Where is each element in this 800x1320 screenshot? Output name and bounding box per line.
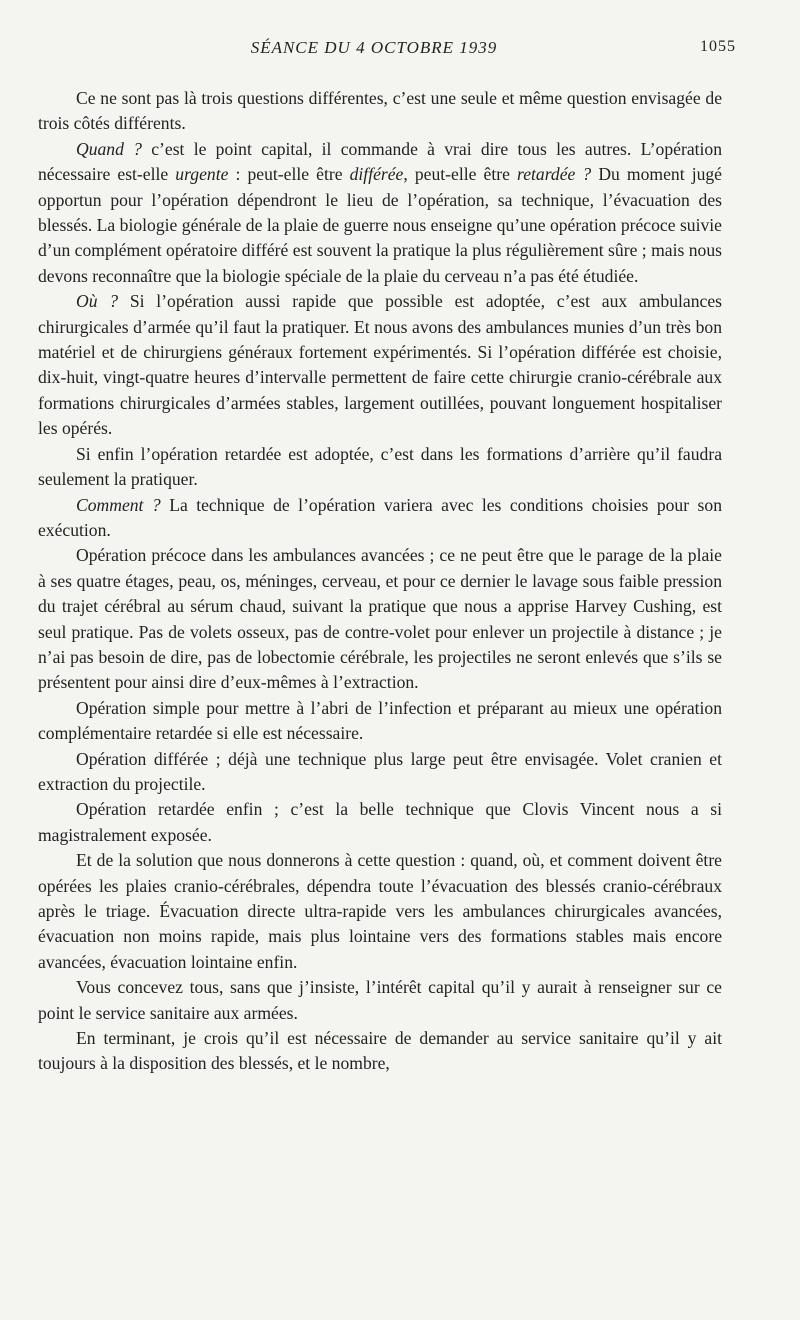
- text-run: Opération retardée enfin ; c’est la belle technique que Clovis Vincent nous a si magistralement exposée.: [38, 799, 722, 845]
- text-run: , peut-elle être: [403, 164, 518, 185]
- paragraph: [38, 975, 722, 1026]
- page-number: 1055: [700, 38, 736, 55]
- italic-text: urgente: [175, 164, 229, 185]
- text-run: Si enfin l’opération retardée est adoptée, c’est dans les formations d’arrière qu’il faudra seulement la pratiquer.: [38, 443, 722, 490]
- italic-text: différée: [349, 164, 404, 185]
- italic-text: Quand ?: [76, 138, 142, 159]
- body-text: [38, 86, 722, 1077]
- paragraph: [38, 442, 722, 493]
- italic-text: Où ?: [76, 291, 119, 312]
- paragraph: [38, 747, 722, 798]
- paragraph: [38, 493, 722, 544]
- paragraph: [38, 797, 722, 848]
- text-run: La technique de l’opération variera avec les conditions choisies pour son exécution.: [38, 494, 722, 540]
- paragraph: [38, 1026, 722, 1077]
- paragraph: [38, 696, 722, 747]
- text-run: Opération précoce dans les ambulances avancées ; ce ne peut être que le parage de la plaie à ses quatre étages, peau, os, méninges, cerveau, et pour ce dernier le lavage sous faible pression du trajet cérébral au sérum chaud, suivant la pratique que nous a apprise Harvey Cushing, est seul pratique. Pas de volets osseux, pas de contre-volet pour enlever un projectile à distance ; je n’ai pas besoin de dire, pas de lobectomie cérébrale, les projectiles ne seront enlevés que s’ils se présentent pour ainsi dire d’eux-mêmes à l’extraction.: [38, 545, 722, 693]
- text-run: c’est le point capital, il commande à vrai dire tous les autres. L’opération nécessaire est-elle: [38, 138, 723, 185]
- paragraph: [38, 289, 722, 441]
- paragraph: [38, 86, 722, 137]
- italic-text: retardée ?: [517, 164, 592, 185]
- paragraph: [38, 137, 722, 289]
- paragraph: [38, 848, 722, 975]
- page-header: [38, 38, 736, 68]
- text-run: Opération simple pour mettre à l’abri de l’infection et préparant au mieux une opération complémentaire retardée si elle est nécessaire.: [38, 697, 722, 744]
- text-run: : peut-elle être: [228, 164, 350, 185]
- text-run: Et de la solution que nous donnerons à cette question : quand, où, et comment doivent être opérées les plaies cranio-cérébrales, dépendra toute l’évacuation des blessés cranio-cérébraux après le triage. Évacuation directe ultra-rapide vers les ambulances chirurgicales avancées, évacuation non moins rapide, mais plus lointaine vers des formations stables mais encore avancées, évacuation lointaine enfin.: [38, 850, 722, 972]
- italic-text: Comment ?: [76, 494, 161, 515]
- text-run: Du moment jugé opportun pour l’opération dépendront le lieu de l’opération, sa technique, l’évacuation des blessés. La biologie générale de la plaie de guerre nous enseigne qu’une opération précoce suivie d’un complément opératoire différé est souvent la pratique la plus régulièrement sûre ; mais nous devons reconnaître que la biologie spéciale de la plaie du cerveau n’a pas été étudiée.: [38, 164, 722, 286]
- text-run: Ce ne sont pas là trois questions différentes, c’est une seule et même question envisagée de trois côtés différents.: [38, 88, 722, 134]
- running-title: SÉANCE DU 4 OCTOBRE 1939: [250, 38, 498, 57]
- text-run: Opération différée ; déjà une technique plus large peut être envisagée. Volet cranien et extraction du projectile.: [38, 748, 722, 794]
- text-run: En terminant, je crois qu’il est nécessaire de demander au service sanitaire qu’il y ait toujours à la disposition des blessés, et le nombre,: [38, 1028, 722, 1074]
- paragraph: [38, 543, 722, 695]
- text-run: Vous concevez tous, sans que j’insiste, l’intérêt capital qu’il y aurait à renseigner sur ce point le service sanitaire aux armées.: [38, 977, 722, 1023]
- text-run: Si l’opération aussi rapide que possible est adoptée, c’est aux ambulances chirurgicales d’armée qu’il faut la pratiquer. Et nous avons des ambulances munies d’un très bon matériel et de chirurgiens généraux fortement expérimentés. Si l’opération différée est choisie, dix-huit, vingt-quatre heures d’intervalle permettent de faire cette chirurgie cranio-cérébrale aux formations chirurgicales d’armées stables, largement outillées, pouvant longuement hospitaliser les opérés.: [38, 291, 722, 439]
